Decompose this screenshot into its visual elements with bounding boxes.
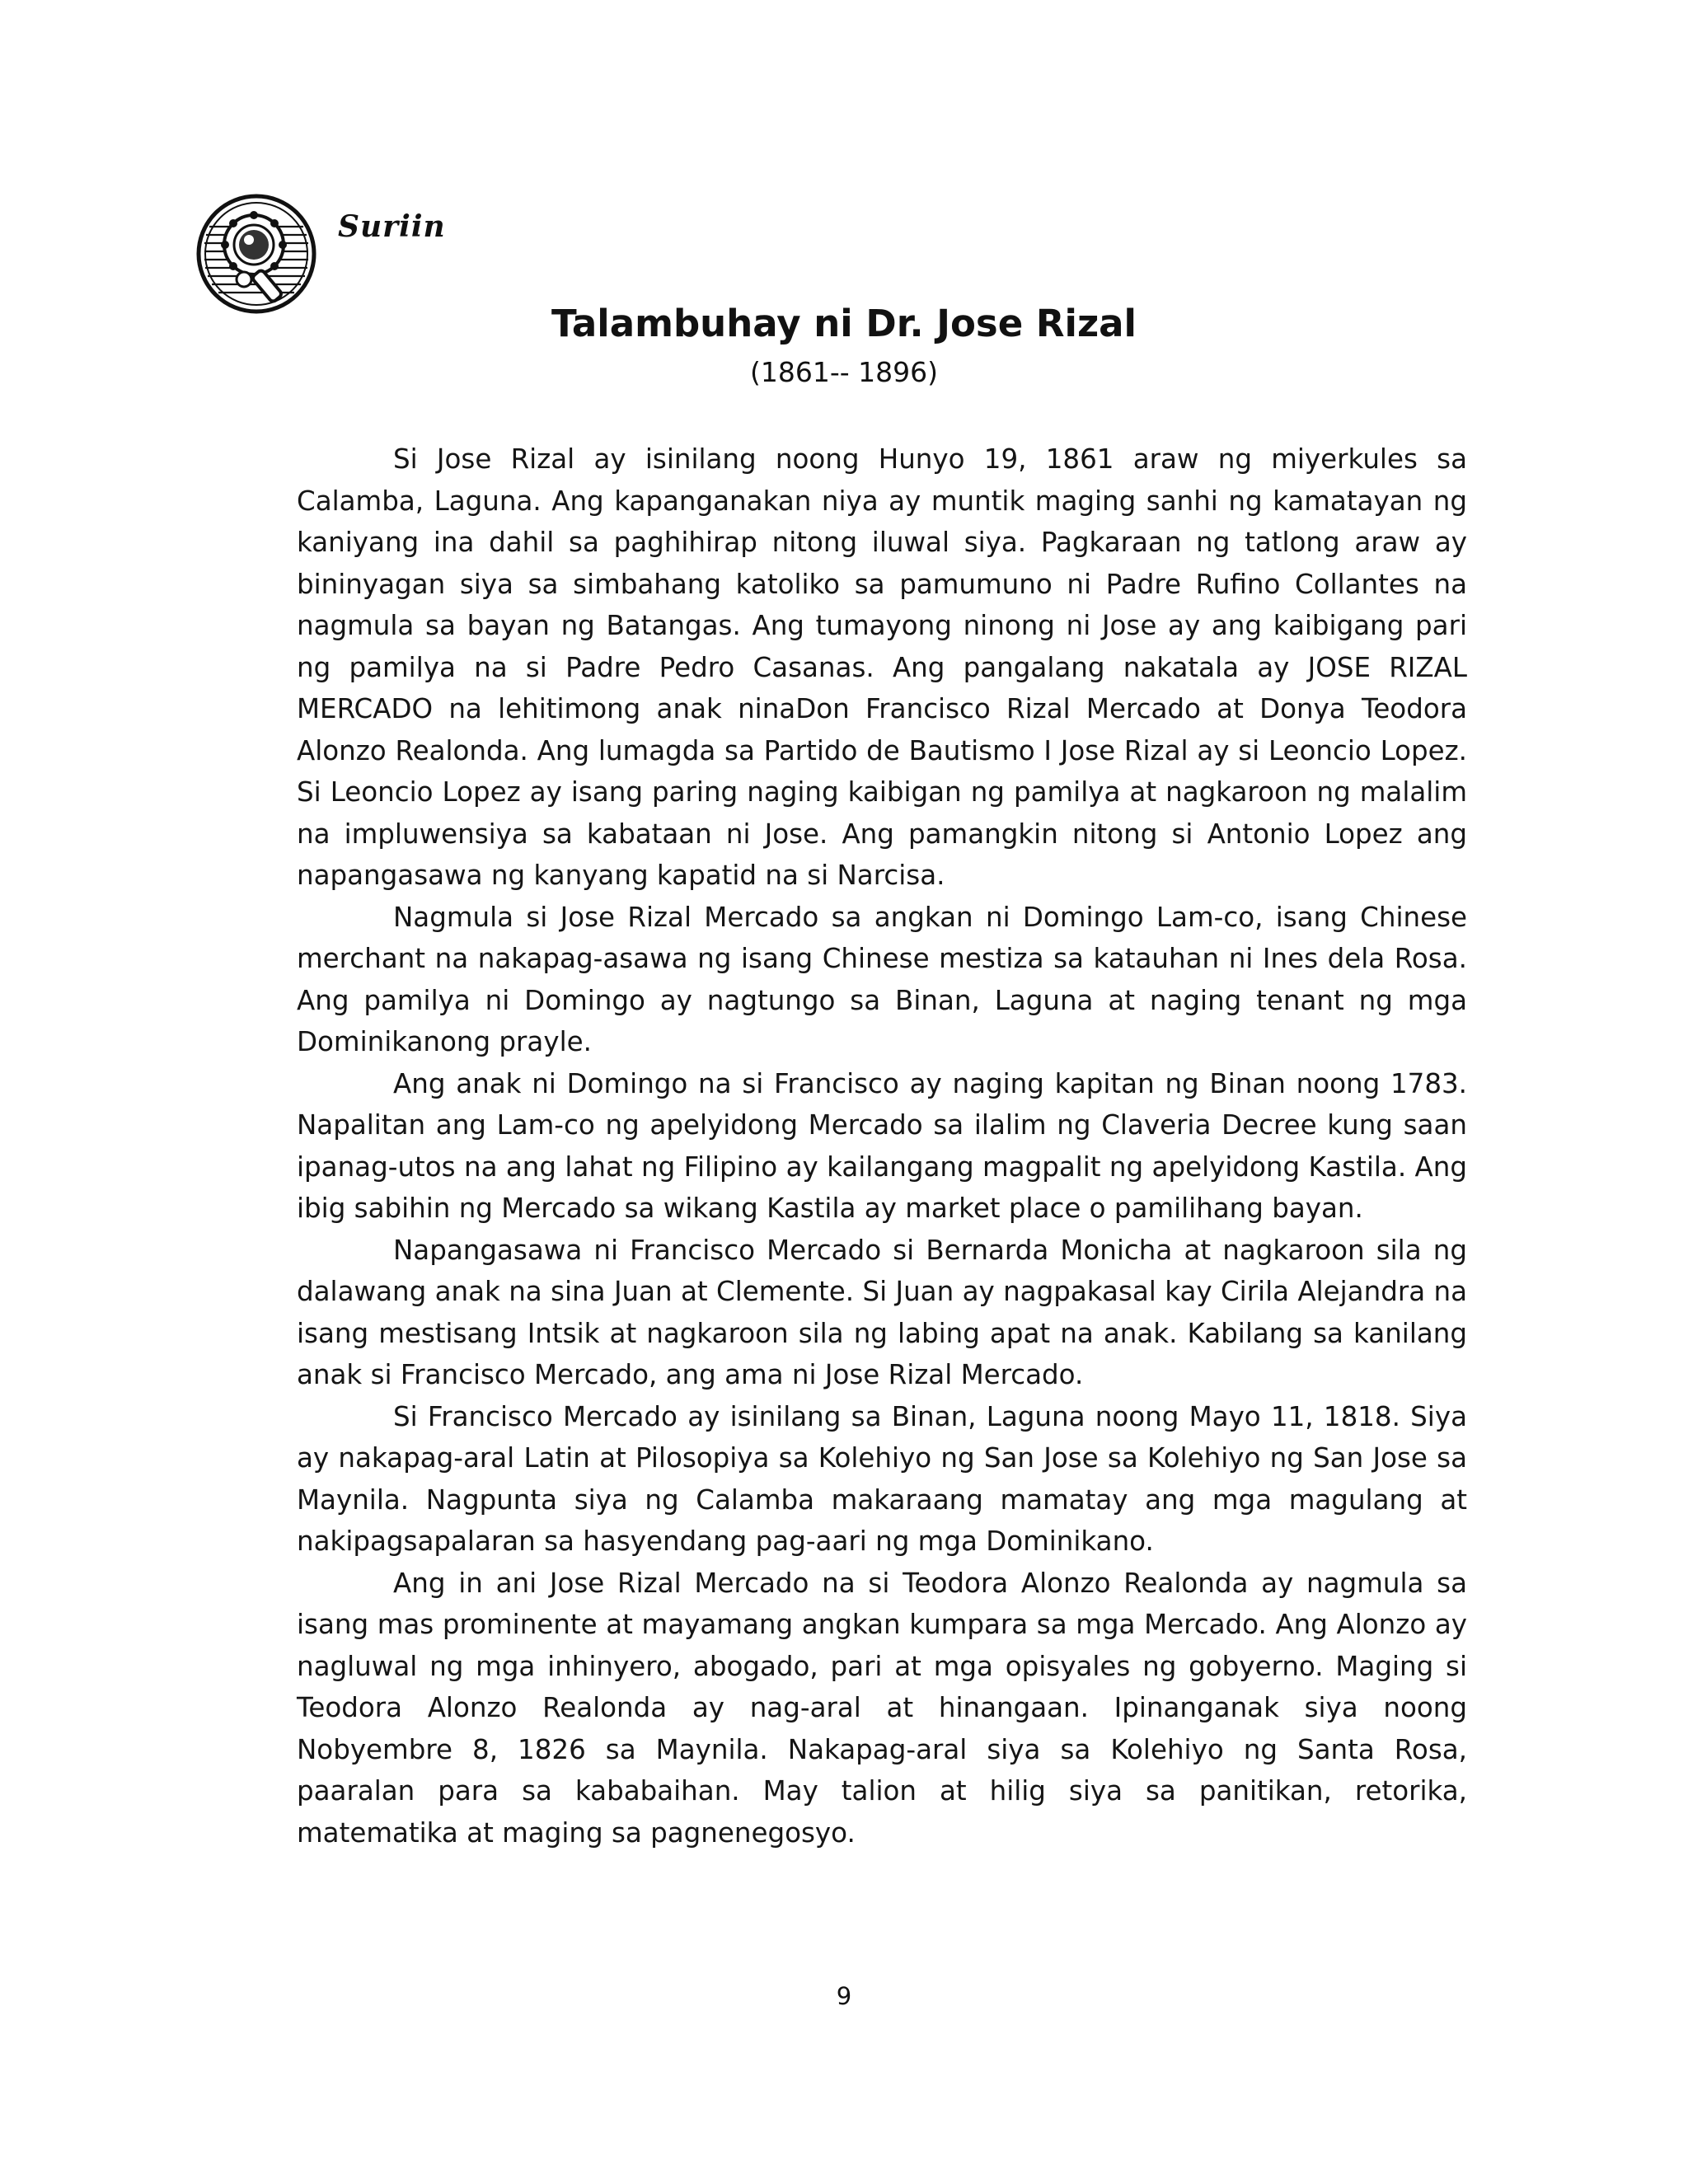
paragraph: Nagmula si Jose Rizal Mercado sa angkan ni Domingo Lam-co, isang Chinese merchant na nakapag-asawa ng isang Chinese mestiza sa katauhan ni Ines dela Rosa. Ang pamilya ni Domingo ay nagtungo sa Binan, Laguna at naging tenant ng mga Dominikanong prayle. (297, 901, 1467, 1057)
page-subtitle: (1861-- 1896) (749, 356, 939, 388)
paragraph: Si Jose Rizal ay isinilang noong Hunyo 19, 1861 araw ng miyerkules sa Calamba, Laguna. Ang kapanganakan niya ay muntik maging sanhi ng kamatayan ng kaniyang ina dahil sa paghihirap nitong iluwal siya. Pagkaraan ng tatlong araw ay bininyagan siya sa simbahang katoliko sa pamumuno ni Padre Rufino Collantes na nagmula sa bayan ng Batangas. Ang tumayong ninong ni Jose ay ang kaibigang pari ng pamilya na si Padre Pedro Casanas. Ang pangalang nakatala ay JOSE RIZAL MERCADO na lehitimong anak ninaDon Francisco Rizal Mercado at Donya Teodora Alonzo Realonda. Ang lumagda sa Partido de Bautismo I Jose Rizal ay si Leoncio Lopez. Si Leoncio Lopez ay isang paring naging kaibigan ng pamilya at nagkaroon ng malalim na impluwensiya sa kabataan ni Jose. Ang pamangkin nitong si Antonio Lopez ang napangasawa ng kanyang kapatid na si Narcisa. (297, 443, 1467, 891)
page-title: Talambuhay ni Dr. Jose Rizal (551, 302, 1137, 345)
biography-body (297, 438, 1467, 1854)
paragraph: Si Francisco Mercado ay isinilang sa Binan, Laguna noong Mayo 11, 1818. Siya ay nakapag-aral Latin at Pilosopiya sa Kolehiyo ng San Jose sa Kolehiyo ng San Jose sa Maynila. Nagpunta siya ng Calamba makaraang mamatay ang mga magulang at nakipagsapalaran sa hasyendang pag-aari ng mga Dominikano. (297, 1400, 1467, 1557)
paragraph: Ang anak ni Domingo na si Francisco ay naging kapitan ng Binan noong 1783. Napalitan ang Lam-co ng apelyidong Mercado sa ilalim ng Claveria Decree kung saan ipanag-utos na ang lahat ng Filipino ay kailangang magpalit ng apelyidong Kastila. Ang ibig sabihin ng Mercado sa wikang Kastila ay market place o pamilihang bayan. (297, 1067, 1467, 1224)
paragraph: Ang in ani Jose Rizal Mercado na si Teodora Alonzo Realonda ay nagmula sa isang mas prominente at mayamang angkan kumpara sa mga Mercado. Ang Alonzo ay nagluwal ng mga inhinyero, abogado, pari at mga opisyales ng gobyerno. Maging si Teodora Alonzo Realonda ay nag-aral at hinangaan. Ipinanganak siya noong Nobyembre 8, 1826 sa Maynila. Nakapag-aral siya sa Kolehiyo ng Santa Rosa, paaralan para sa kababaihan. May talion at hilig siya sa panitikan, retorika, matematika at maging sa pagnenegosyo. (297, 1567, 1467, 1849)
page-number: 9 (836, 1982, 852, 2010)
section-label: Suriin (338, 209, 446, 244)
paragraph: Napangasawa ni Francisco Mercado si Bernarda Monicha at nagkaroon sila ng dalawang anak na sina Juan at Clemente. Si Juan ay nagpakasal kay Cirila Alejandra na isang mestisang Intsik at nagkaroon sila ng labing apat na anak. Kabilang sa kanilang anak si Francisco Mercado, ang ama ni Jose Rizal Mercado. (297, 1234, 1467, 1390)
magnifying-glass-seal-icon (196, 194, 316, 314)
